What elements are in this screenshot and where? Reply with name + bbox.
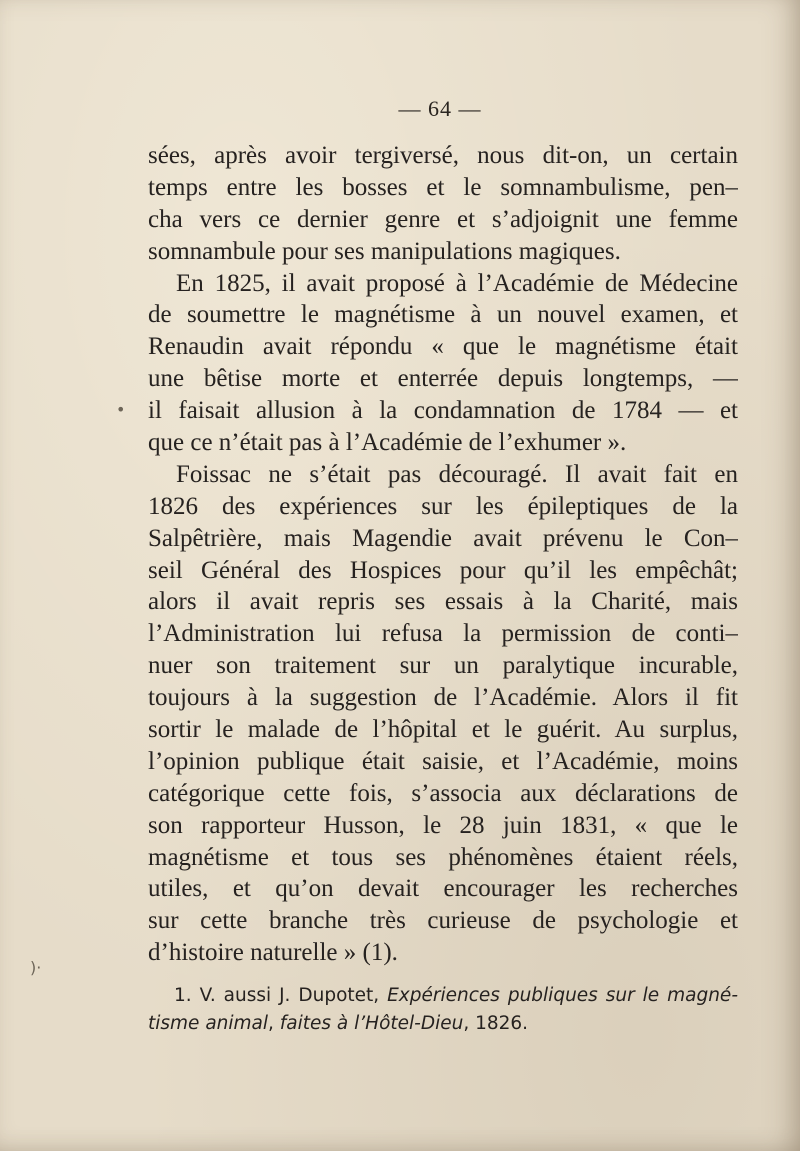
footnote-line [148,1010,738,1038]
margin-dot-mark: • [116,400,126,419]
text-line: temps entre les bosses et le somnambulisme, pen– [148,173,738,201]
text-line: En 1825, il avait proposé à l’Académie de Médecine [176,269,738,297]
text-line: magnétisme et tous ses phénomènes étaient réels, [148,843,738,871]
text-line: l’opinion publique était saisie, et l’Académie, moins [148,747,738,775]
text-line: sur cette branche très curieuse de psychologie et [148,907,738,935]
footnote-separator: , [268,1013,280,1034]
text-line: Salpêtrière, mais Magendie avait prévenu le Con– [148,524,738,552]
text-line: de soumettre le magnétisme à un nouvel examen, et [148,301,738,329]
text-line: nuer son traitement sur un paralytique incurable, [148,652,738,680]
text-line: sortir le malade de l’hôpital et le guérit. Au surplus, [148,716,738,744]
footnote-prefix: 1. V. aussi J. Dupotet, [174,985,388,1006]
text-line: il faisait allusion à la condamnation de 1784 — et [148,397,738,425]
text-line: Foissac ne s’était pas découragé. Il avait fait en [176,460,738,488]
text-line: que ce n’était pas à l’Académie de l’exhumer ». [148,429,627,457]
text-line: 1826 des expériences sur les épileptiques de la [148,492,738,520]
text-line: alors il avait repris ses essais à la Charité, mais [148,588,738,616]
text-line: somnambule pour ses manipulations magiques. [148,237,621,265]
text-line: son rapporteur Husson, le 28 juin 1831, « que le [148,811,738,839]
text-line: catégorique cette fois, s’associa aux déclarations de [148,779,738,807]
margin-paren-mark: )· [30,958,42,977]
footnote-suffix: , 1826. [463,1013,529,1034]
text-line: Renaudin avait répondu « que le magnétisme était [148,333,738,361]
text-line: toujours à la suggestion de l’Académie. Alors il fit [148,684,738,712]
body-text [148,140,738,969]
text-line: une bêtise morte et enterrée depuis longtemps, — [148,365,738,393]
footnote-line [148,982,738,1010]
text-line: sées, après avoir tergiversé, nous dit-on, un certain [148,142,738,169]
footnote-title: faites à l’Hôtel-Dieu [279,1013,464,1034]
text-line: d’histoire naturelle » (1). [148,939,398,967]
text-line: l’Administration lui refusa la permission de conti– [148,620,738,648]
footnote-title: tisme animal [148,1013,269,1034]
footnote [148,982,738,1038]
text-line: seil Général des Hospices pour qu’il les empêchât; [148,556,738,584]
footnote-title: Expériences publiques sur le magné- [387,985,738,1006]
text-line: utiles, et qu’on devait encourager les recherches [148,875,738,903]
page-number: — 64 — [398,96,482,121]
text-line: cha vers ce dernier genre et s’adjoignit une femme [148,205,738,233]
